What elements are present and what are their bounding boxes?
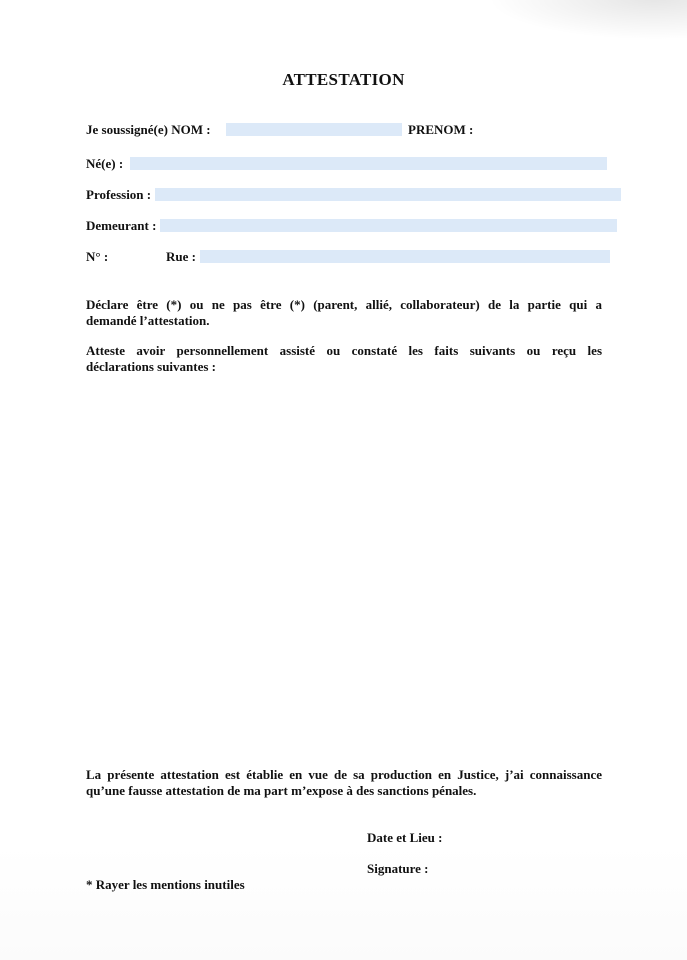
profession-field[interactable] xyxy=(155,188,621,201)
page-shadow xyxy=(487,0,687,40)
declaration-line-1: Déclare être (*) ou ne pas être (*) (parent, allié, collaborateur) de la partie qui a xyxy=(86,297,602,312)
ne-label: Né(e) : xyxy=(86,156,124,171)
numero-field[interactable] xyxy=(110,250,160,263)
document-title: ATTESTATION xyxy=(282,70,405,89)
footnote: * Rayer les mentions inutiles xyxy=(86,877,245,892)
signature-label: Signature : xyxy=(367,861,429,876)
rue-field[interactable] xyxy=(200,250,610,263)
atteste-paragraph xyxy=(86,343,602,375)
closing-line-2: qu’une fausse attestation de ma part m’expose à des sanctions pénales. xyxy=(86,783,477,798)
declaration-line-2: demandé l’attestation. xyxy=(86,313,210,328)
closing-paragraph xyxy=(86,767,602,799)
prenom-label: PRENOM : xyxy=(408,122,474,137)
atteste-line-1: Atteste avoir personnellement assisté ou constaté les faits suivants ou reçu les xyxy=(86,343,602,358)
ne-field[interactable] xyxy=(130,157,607,170)
closing-line-1: La présente attestation est établie en vue de sa production en Justice, j’ai connaissance xyxy=(86,767,602,782)
nom-field[interactable] xyxy=(226,123,402,136)
declaration-paragraph xyxy=(86,297,602,329)
profession-label: Profession : xyxy=(86,187,152,202)
demeurant-field[interactable] xyxy=(160,219,617,232)
date-lieu-label: Date et Lieu : xyxy=(367,830,443,845)
demeurant-label: Demeurant : xyxy=(86,218,157,233)
atteste-line-2: déclarations suivantes : xyxy=(86,359,216,374)
rue-label: Rue : xyxy=(166,249,196,264)
nom-label: Je soussigné(e) NOM : xyxy=(86,122,211,137)
numero-label: N° : xyxy=(86,249,109,264)
